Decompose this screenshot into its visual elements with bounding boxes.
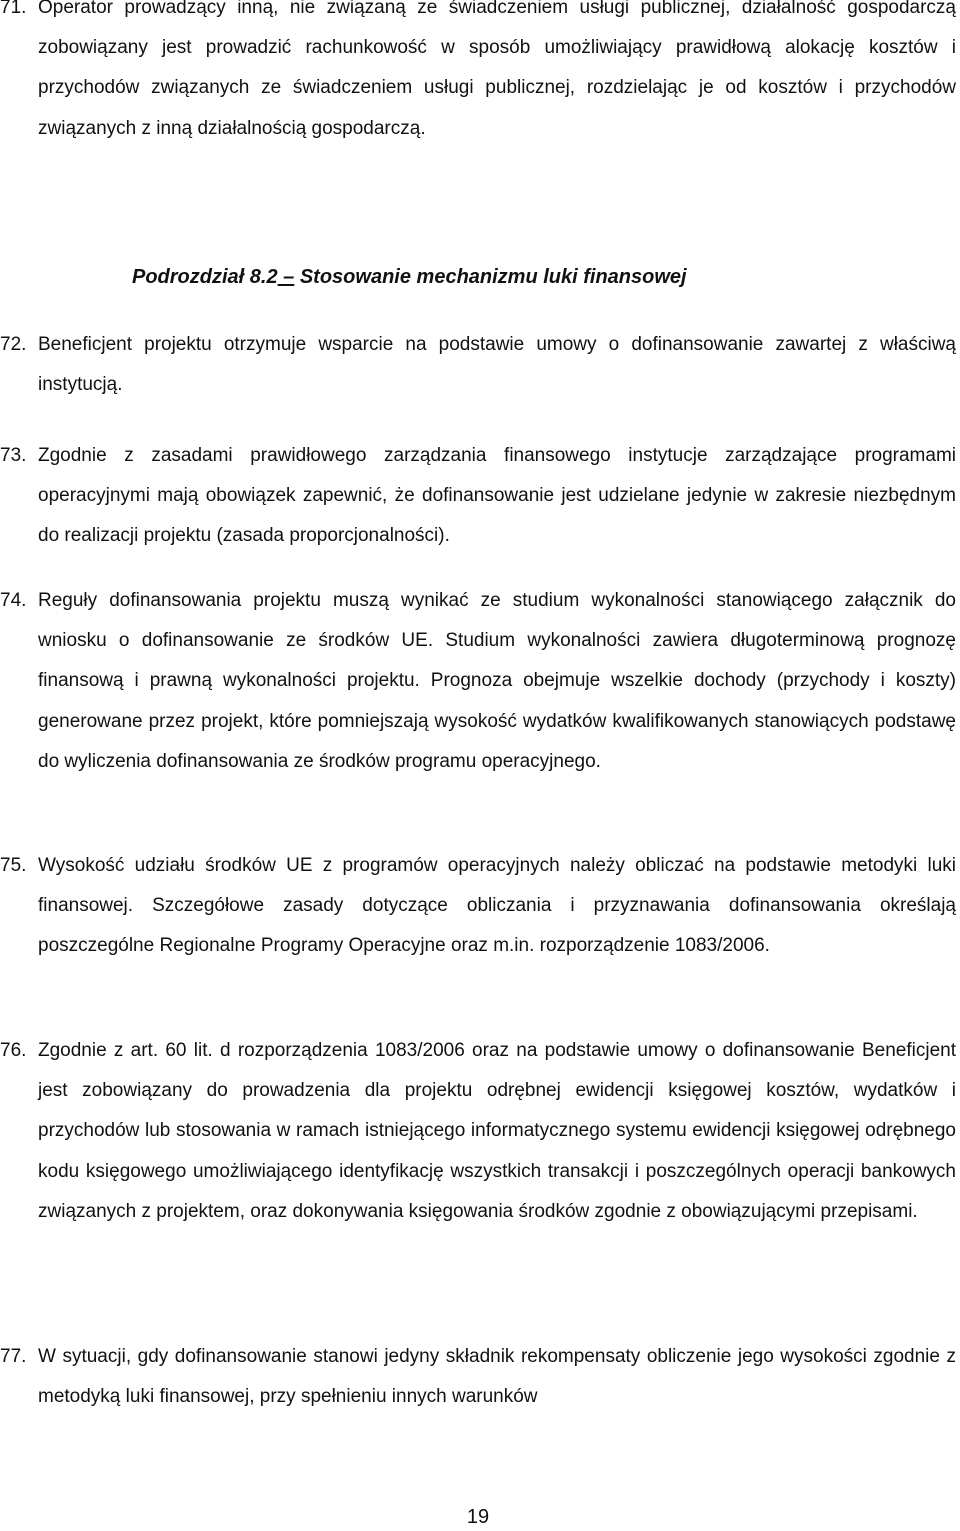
paragraph-text: Reguły dofinansowania projektu muszą wynikać ze studium wykonalności stanowiącego załącznik do wniosku o dofinansowanie ze środków UE. Studium wykonalności zawiera długoterminową prognozę finansową i prawną wykonalności projektu. Prognoza obejmuje wszelkie dochody (przychody i koszty) generowane przez projekt, które pomniejszają wysokość wydatków kwalifikowanych stanowiących podstawę do wyliczenia dofinansowania ze środków programu operacyjnego. [38, 590, 956, 772]
paragraph-71 [0, 0, 956, 149]
paragraph-73 [0, 436, 956, 557]
paragraph-number: 77. [0, 1346, 27, 1367]
paragraph-number: 76. [0, 1040, 27, 1061]
paragraph-76 [0, 1031, 956, 1232]
section-heading [132, 266, 687, 289]
paragraph-number: 74. [0, 590, 27, 611]
heading-dash: – [277, 266, 295, 288]
paragraph-75 [0, 846, 956, 967]
paragraph-77 [0, 1337, 956, 1417]
heading-prefix: Podrozdział 8.2 [132, 266, 278, 288]
paragraph-text: Operator prowadzący inną, nie związaną ze świadczeniem usługi publicznej, działalność gospodarczą zobowiązany jest prowadzić rachunkowość w sposób umożliwiający prawidłową alokację kosztów i przychodów związanych ze świadczeniem usługi publicznej, rozdzielając je od kosztów i przychodów związanych z inną działalnością gospodarczą. [38, 0, 956, 139]
paragraph-72 [0, 325, 956, 405]
paragraph-text: Wysokość udziału środków UE z programów operacyjnych należy obliczać na podstawie metodyki luki finansowej. Szczegółowe zasady dotyczące obliczania i przyznawania dofinansowania określają poszczególne Regionalne Programy Operacyjne oraz m.in. rozporządzenie 1083/2006. [38, 855, 956, 957]
paragraph-number: 72. [0, 334, 27, 355]
paragraph-text: W sytuacji, gdy dofinansowanie stanowi jedyny składnik rekompensaty obliczenie jego wysokości zgodnie z metodyką luki finansowej, przy spełnieniu innych warunków [38, 1346, 956, 1408]
paragraph-number: 71. [0, 0, 27, 18]
paragraph-number: 73. [0, 445, 27, 466]
paragraph-text: Zgodnie z art. 60 lit. d rozporządzenia 1083/2006 oraz na podstawie umowy o dofinansowanie Beneficjent jest zobowiązany do prowadzenia dla projektu odrębnej ewidencji księgowej kosztów, wydatków i przychodów lub stosowania w ramach istniejącego informatycznego systemu ewidencji księgowej odrębnego kodu księgowego umożliwiającego identyfikację wszystkich transakcji i poszczególnych operacji bankowych związanych z projektem, oraz dokonywania księgowania środków zgodnie z obowiązującymi przepisami. [38, 1040, 956, 1222]
heading-title: Stosowanie mechanizmu luki finansowej [299, 266, 687, 288]
paragraph-number: 75. [0, 855, 27, 876]
page-number: 19 [466, 1506, 490, 1528]
paragraph-text: Beneficjent projektu otrzymuje wsparcie na podstawie umowy o dofinansowanie zawartej z właściwą instytucją. [38, 334, 956, 396]
paragraph-text: Zgodnie z zasadami prawidłowego zarządzania finansowego instytucje zarządzające programami operacyjnymi mają obowiązek zapewnić, że dofinansowanie jest udzielane jedynie w zakresie niezbędnym do realizacji projektu (zasada proporcjonalności). [38, 445, 956, 547]
paragraph-74 [0, 581, 956, 782]
